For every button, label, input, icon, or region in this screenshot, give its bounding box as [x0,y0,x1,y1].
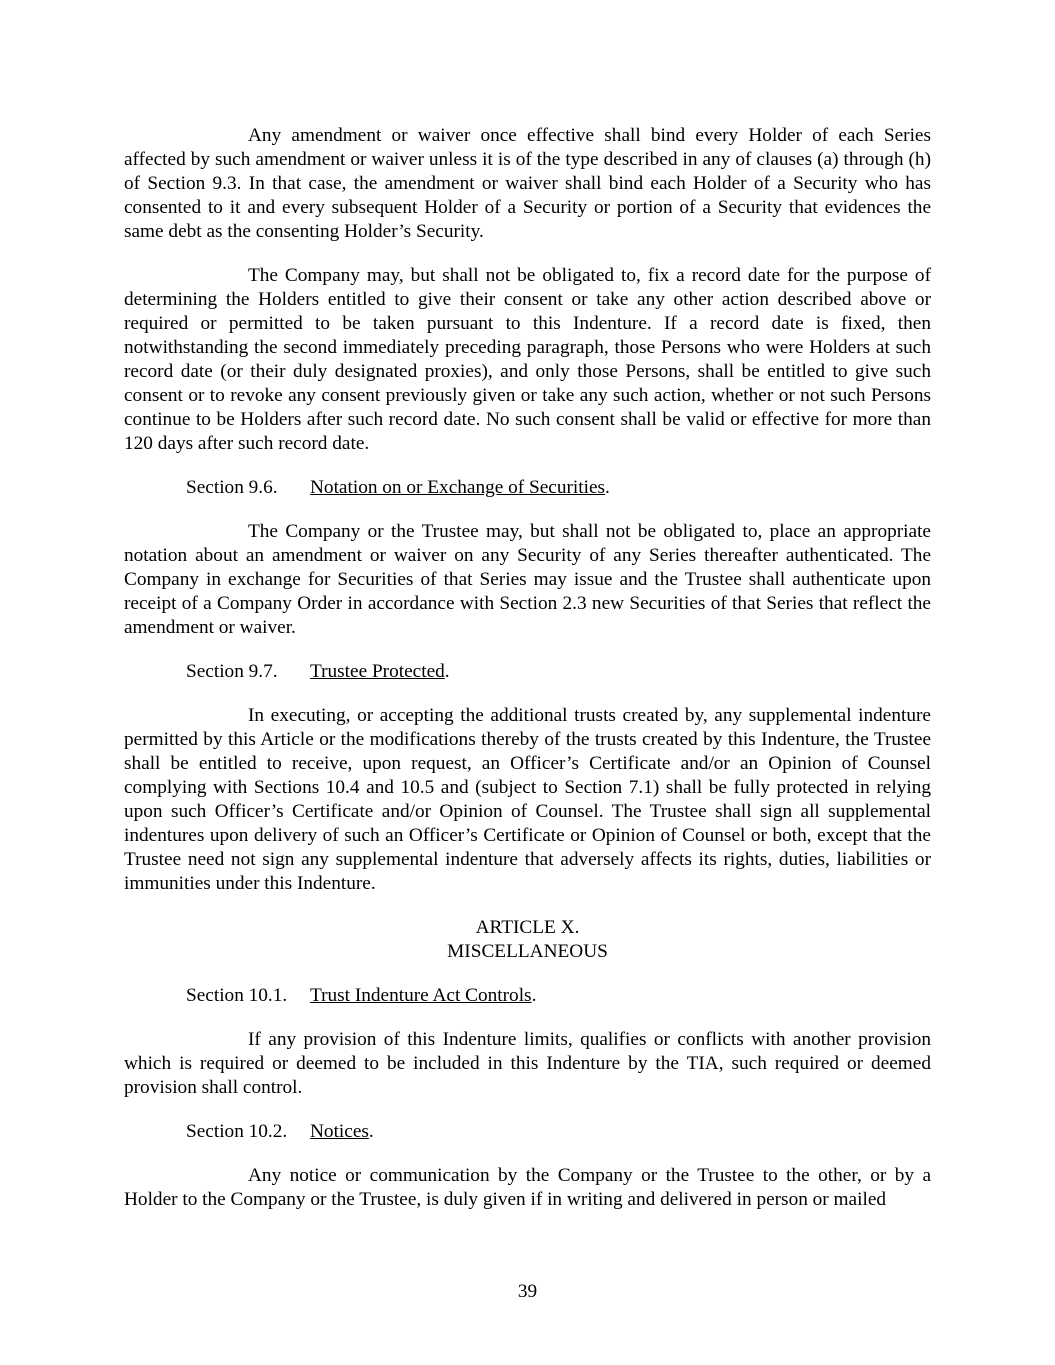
paragraph-notices: Any notice or communication by the Company or the Trustee to the other, or by a Holder to the Company or the Trustee, is duly given if in writing and delivered in person or mailed [124,1165,931,1210]
section-number: Section 10.1. [186,985,288,1006]
section-heading-10-2 [186,1120,931,1144]
paragraph-trustee-protected: In executing, or accepting the additional trusts created by, any supplemental indenture permitted by this Article or the modifications thereby of the trusts created by this Indenture, the Trustee shall be entitled to receive, upon request, an Officer’s Certificate and/or an Opinion of Counsel complying with Sections 10.4 and 10.5 and (subject to Section 7.1) shall be fully protected in relying upon such Officer’s Certificate and/or Opinion of Counsel. The Trustee shall sign all supplemental indentures upon delivery of such an Officer’s Certificate or Opinion of Counsel or both, except that the Trustee need not sign any supplemental indenture that adversely affects its rights, duties, liabilities or immunities under this Indenture. [124,705,931,894]
page-number: 39 [517,1281,538,1302]
section-title: Notation on or Exchange of Securities [310,477,606,498]
paragraph-amendment-effect: Any amendment or waiver once effective shall bind every Holder of each Series affected by such amendment or waiver unless it is of the type described in any of clauses (a) through (h) of Section 9.3. In that case, the amendment or waiver shall bind each Holder of a Security who has consented to it and every subsequent Holder of a Security or portion of a Security that evidences the same debt as the consenting Holder’s Security. [124,125,931,242]
section-title: Trustee Protected [310,661,445,682]
section-number: Section 9.6. [186,477,278,498]
section-title-period: . [368,1121,374,1142]
section-number: Section 10.2. [186,1121,288,1142]
document-page [124,124,931,1212]
section-title-period: . [444,661,450,682]
section-title: Notices [310,1121,369,1142]
article-title: MISCELLANEOUS [447,941,608,962]
section-heading-9-7 [186,660,931,684]
section-heading-10-1 [186,984,931,1008]
section-title-period: . [605,477,610,498]
paragraph-tia-controls: If any provision of this Indenture limits, qualifies or conflicts with another provision which is required or deemed to be included in this Indenture by the TIA, such required or deemed provision shall control. [124,1029,931,1098]
section-heading-9-6 [186,476,931,500]
article-number: ARTICLE X. [475,917,580,938]
section-title: Trust Indenture Act Controls [310,985,532,1006]
paragraph-notation: The Company or the Trustee may, but shall not be obligated to, place an appropriate notation about an amendment or waiver on any Security of any Series thereafter authenticated. The Company in exchange for Securities of that Series may issue and the Trustee shall authenticate upon receipt of a Company Order in accordance with Section 2.3 new Securities of that Series that reflect the amendment or waiver. [124,521,931,638]
section-number: Section 9.7. [186,661,278,682]
paragraph-record-date: The Company may, but shall not be obligated to, fix a record date for the purpose of determining the Holders entitled to give their consent or take any other action described above or required or permitted to be taken pursuant to this Indenture. If a record date is fixed, then notwithstanding the second immediately preceding paragraph, those Persons who were Holders at such record date (or their duly designated proxies), and only those Persons, shall be entitled to give such consent or to revoke any consent previously given or take any such action, whether or not such Persons continue to be Holders after such record date. No such consent shall be valid or effective for more than 120 days after such record date. [124,265,931,454]
section-title-period: . [531,985,537,1006]
